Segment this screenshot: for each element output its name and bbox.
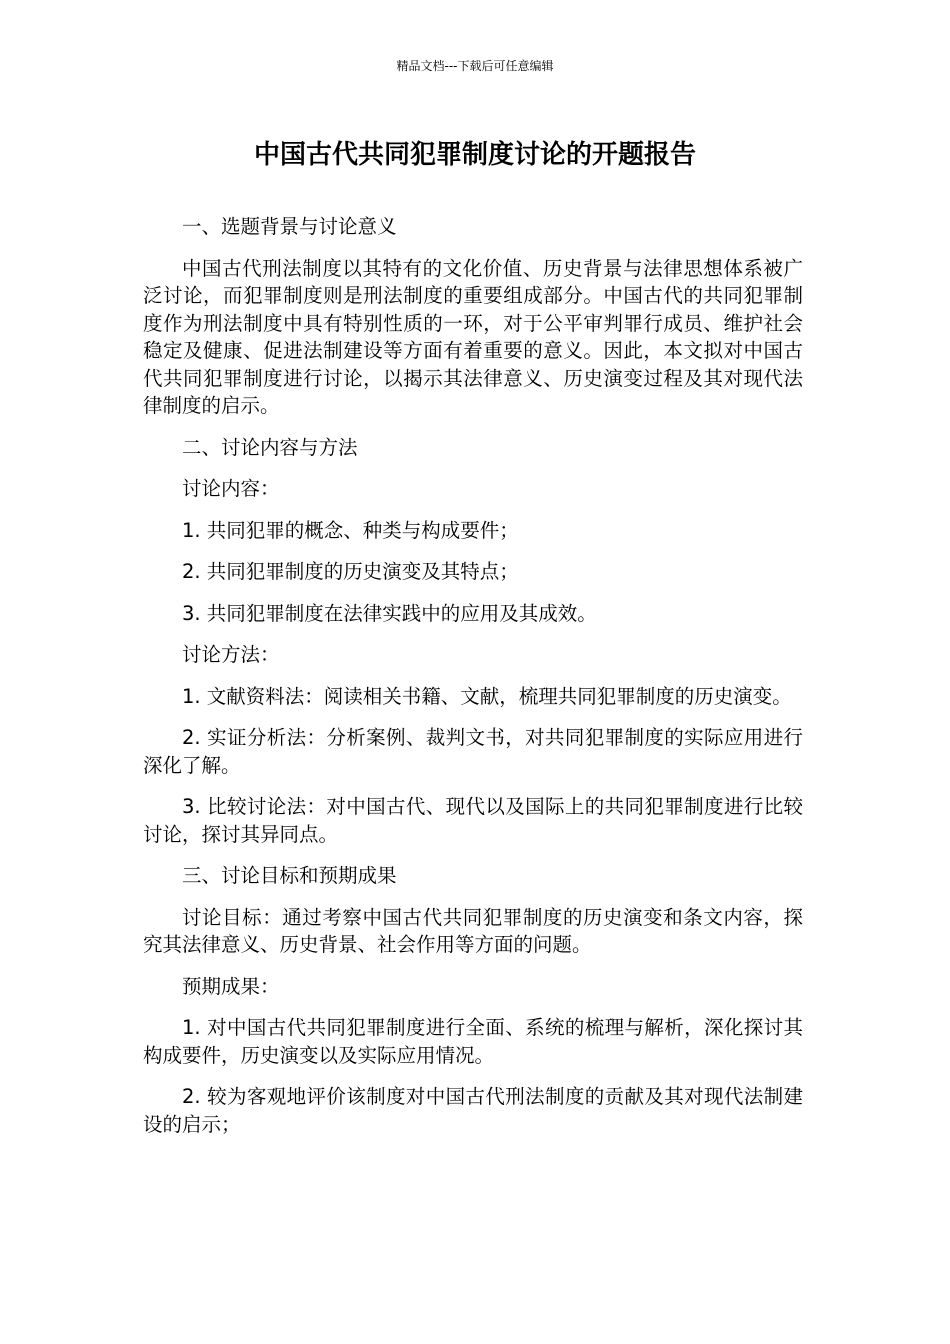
section-heading-1: 一、选题背景与讨论意义 xyxy=(182,215,397,238)
method-item-2: 2. 实证分析法：分析案例、裁判文书，对共同犯罪制度的实际应用进行深化了解。 xyxy=(143,726,803,777)
content-item-3: 3. 共同犯罪制度在法律实践中的应用及其成效。 xyxy=(182,601,597,625)
outcome-label: 预期成果： xyxy=(182,974,280,998)
goal-paragraph: 讨论目标：通过考察中国古代共同犯罪制度的历史演变和条文内容，探究其法律意义、历史背景、社会作用等方面的问题。 xyxy=(143,905,803,956)
document-body xyxy=(143,213,803,1152)
outcome-item-1: 1. 对中国古代共同犯罪制度进行全面、系统的梳理与解析，深化探讨其构成要件，历史演变以及实际应用情况。 xyxy=(143,1016,803,1067)
content-item-2: 2. 共同犯罪制度的历史演变及其特点； xyxy=(182,560,519,583)
background-paragraph: 中国古代刑法制度以其特有的文化价值、历史背景与法律思想体系被广泛讨论，而犯罪制度则是刑法制度的重要组成部分。中国古代的共同犯罪制度作为刑法制度中具有特别性质的一环，对于公平审判罪行成员、维护社会稳定及健康、促进法制建设等方面有着重要的意义。因此，本文拟对中国古代共同犯罪制度进行讨论，以揭示其法律意义、历史演变过程及其对现代法律制度的启示。 xyxy=(143,256,803,417)
page-header-watermark: 精品文档---下载后可任意编辑 xyxy=(396,59,554,73)
method-label: 讨论方法： xyxy=(182,643,280,666)
method-item-3: 3. 比较讨论法：对中国古代、现代以及国际上的共同犯罪制度进行比较讨论，探讨其异同点。 xyxy=(143,795,803,846)
outcome-item-2: 2. 较为客观地评价该制度对中国古代刑法制度的贡献及其对现代法制建设的启示； xyxy=(143,1085,803,1136)
section-heading-2: 二、讨论内容与方法 xyxy=(182,435,358,459)
content-label: 讨论内容： xyxy=(182,477,280,500)
content-item-1: 1. 共同犯罪的概念、种类与构成要件； xyxy=(182,518,519,542)
section-heading-3: 三、讨论目标和预期成果 xyxy=(182,864,397,887)
method-item-1: 1. 文献资料法：阅读相关书籍、文献，梳理共同犯罪制度的历史演变。 xyxy=(182,684,792,708)
document-title: 中国古代共同犯罪制度讨论的开题报告 xyxy=(253,140,696,170)
